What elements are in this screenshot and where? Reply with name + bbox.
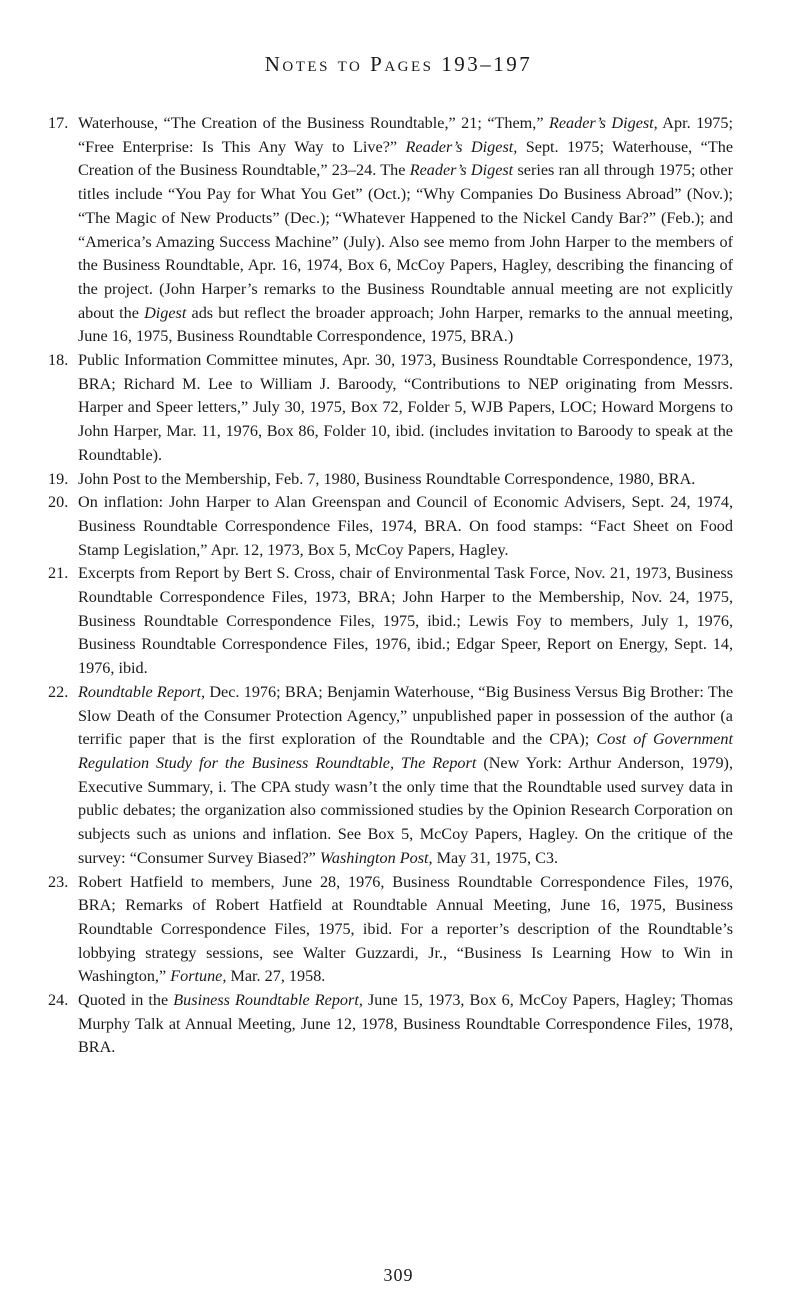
endnote-number: 21. [48, 564, 69, 583]
text-run: Sept. 1975; Waterhouse, “The Creation of the Business Roundtable,” 23–24. The [78, 137, 734, 180]
italic-title: Roundtable Report, [78, 682, 206, 701]
endnote-text [78, 114, 733, 345]
endnote-number: 24. [48, 991, 69, 1010]
endnote-number: 20. [48, 493, 69, 512]
text-run: Excerpts from Report by Bert S. Cross, chair of Environmental Task Force, Nov. 21, 1973, Business Roundtable Correspondence Files, 1973, BRA; John Harper to the Membership, Nov. 24, 1975, Business Roundtable Correspondence Files, 1975, ibid.; Lewis Foy to members, July 1, 1976, Business Roundtable Correspondence Files, 1976, ibid.; Edgar Speer, Report on Energy, Sept. 14, 1976, ibid. [78, 564, 733, 678]
text-run: June 15, 1973, Box 6, McCoy Papers, Hagley; Thomas Murphy Talk at Annual Meeting, June 12, 1978, Business Roundtable Correspondence Files, 1978, BRA. [78, 991, 733, 1057]
endnote-number: 18. [48, 351, 69, 370]
text-run: ads but reflect the broader approach; John Harper, remarks to the annual meeting, June 16, 1975, Business Roundtable Correspondence, 1975, BRA.) [78, 303, 733, 346]
text-run: Public Information Committee minutes, Apr. 30, 1973, Business Roundtable Correspondence, 1973, BRA; Richard M. Lee to William J. Baroody, “Contributions to NEP originating from Messrs. Harper and Speer letters,” July 30, 1975, Box 72, Folder 5, WJB Papers, LOC; Howard Morgens to John Harper, Mar. 11, 1976, Box 86, Folder 10, ibid. (includes invitation to Baroody to speak at the Roundtable). [78, 351, 733, 464]
endnote [48, 681, 733, 871]
text-run: John Post to the Membership, Feb. 7, 1980, Business Roundtable Correspondence, 1980, BRA. [78, 469, 696, 488]
italic-title: Digest [144, 303, 187, 322]
text-run: On inflation: John Harper to Alan Greenspan and Council of Economic Advisers, Sept. 24, 1974, Business Roundtable Correspondence Files, 1974, BRA. On food stamps: “Fact Sheet on Food Stamp Legislation,” Apr. 12, 1973, Box 5, McCoy Papers, Hagley. [78, 493, 733, 559]
endnote [48, 871, 733, 990]
italic-title: Cost of Government Regulation Study for the Business Roundtable, The Report [78, 730, 733, 772]
running-header: Notes to Pages 193–197 [264, 52, 533, 76]
italic-title: Business Roundtable Report, [173, 991, 363, 1010]
endnote [48, 112, 733, 349]
endnote-text [78, 564, 733, 677]
italic-title: Reader’s Digest, [548, 114, 658, 132]
endnote-number: 22. [48, 682, 69, 701]
endnote-text [78, 873, 733, 986]
italic-title: Reader’s Digest, [405, 137, 518, 156]
endnote-text [78, 351, 733, 464]
text-run: Waterhouse, “The Creation of the Business Roundtable,” 21; “Them,” [78, 114, 549, 132]
endnote-text [78, 470, 695, 488]
italic-title: Washington Post, [319, 848, 433, 867]
endnote-number: 19. [48, 469, 69, 488]
text-run: Robert Hatfield to members, June 28, 1976, Business Roundtable Correspondence Files, 1976, BRA; Remarks of Robert Hatfield at Roundtable Annual Meeting, June 16, 1975, Business Roundtable Correspondence Files, 1975, ibid. For a reporter’s description of the Roundtable’s lobbying strategy sessions, see Walter Guzzardi, Jr., “Business Is Learning How to Win in Washington,” [78, 872, 733, 986]
text-run: Mar. 27, 1958. [226, 967, 326, 986]
italic-title: Fortune, [170, 967, 227, 986]
text-run: Dec. 1976; BRA; Benjamin Waterhouse, “Big Business Versus Big Brother: The Slow Death of the Consumer Protection Agency,” unpublished paper in possession of the author (a terrific paper that is the first exploration of the Roundtable and the CPA); [78, 682, 734, 749]
endnote-text [78, 493, 733, 558]
text-run: Apr. 1975; “Free Enterprise: Is This Any Way to Live?” [78, 114, 733, 156]
endnote-text [78, 991, 733, 1056]
text-run: series ran all through 1975; other titles include “You Pay for What You Get” (Oct.); “Why Companies Do Business Abroad” (Nov.); “The Magic of New Products” (Dec.); “Whatever Happened to the Nickel Candy Bar?” (Feb.); and “America’s Amazing Success Machine” (July). Also see memo from John Harper to the members of the Business Roundtable, Apr. 16, 1974, Box 6, McCoy Papers, Hagley, describing the financing of the project. (John Harper’s remarks to the Business Roundtable annual meeting are not explicitly about the [78, 161, 733, 322]
text-run: May 31, 1975, C3. [432, 848, 559, 867]
page-number: 309 [383, 1265, 414, 1285]
endnote-number: 17. [48, 114, 69, 132]
endnote [48, 349, 733, 468]
endnotes-list [48, 112, 733, 1060]
endnote [48, 562, 733, 681]
endnote-text [78, 683, 733, 867]
text-run: Quoted in the [78, 991, 174, 1010]
endnote-number: 23. [48, 872, 69, 891]
endnote [48, 491, 733, 562]
italic-title: Reader’s Digest [409, 161, 514, 180]
text-run: (New York: Arthur Anderson, 1979), Executive Summary, i. The CPA study wasn’t the only time that the Roundtable used survey data in public debates; the organization also commissioned studies by the Opinion Research Corporation on subjects such as unions and inflation. See Box 5, McCoy Papers, Hagley. On the critique of the survey: “Consumer Survey Biased?” [78, 753, 733, 867]
endnote [48, 468, 733, 492]
endnote [48, 989, 733, 1060]
